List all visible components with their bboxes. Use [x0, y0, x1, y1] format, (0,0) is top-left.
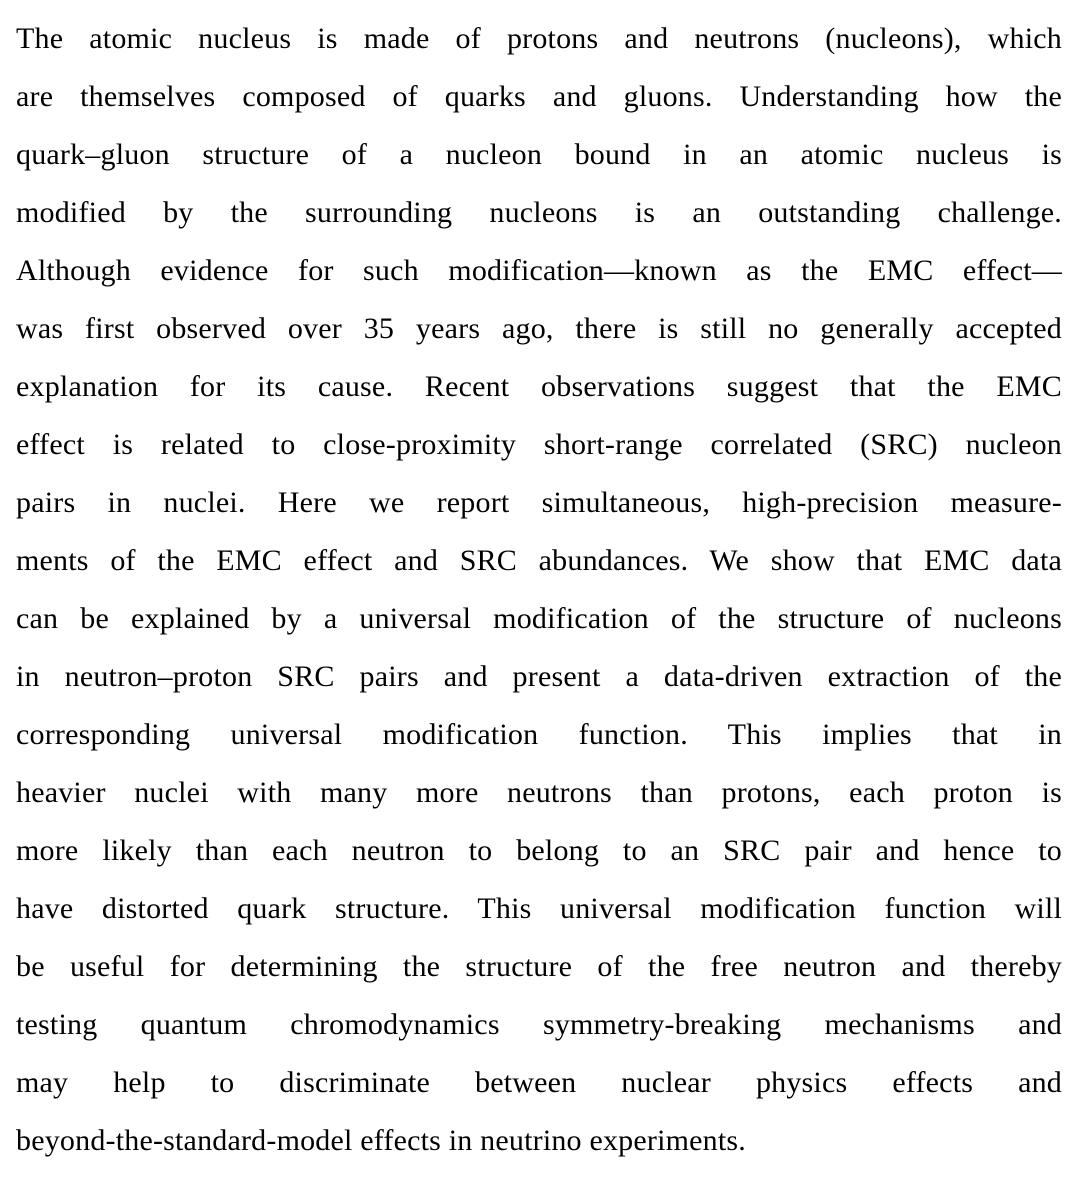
abstract-line: testing quantum chromodynamics symmetry-breaking mechanisms and	[16, 1008, 1062, 1041]
abstract-line: pairs in nuclei. Here we report simultaneous, high-precision measure-	[16, 486, 1062, 519]
abstract-line: explanation for its cause. Recent observations suggest that the EMC	[16, 370, 1062, 403]
abstract-line: corresponding universal modification function. This implies that in	[16, 718, 1062, 751]
abstract-line: Although evidence for such modification—known as the EMC effect—	[16, 254, 1062, 287]
abstract-line: ments of the EMC effect and SRC abundances. We show that EMC data	[16, 544, 1062, 577]
abstract-line: may help to discriminate between nuclear physics effects and	[16, 1066, 1062, 1099]
abstract-line: beyond-the-standard-model effects in neutrino experiments.	[16, 1124, 746, 1157]
abstract-line: effect is related to close-proximity short-range correlated (SRC) nucleon	[16, 428, 1062, 461]
abstract-line: in neutron–proton SRC pairs and present a data-driven extraction of the	[16, 660, 1062, 693]
abstract-line: can be explained by a universal modification of the structure of nucleons	[16, 602, 1062, 635]
abstract-line: quark–gluon structure of a nucleon bound in an atomic nucleus is	[16, 138, 1062, 171]
abstract-line: are themselves composed of quarks and gluons. Understanding how the	[16, 80, 1062, 113]
abstract-line: modified by the surrounding nucleons is an outstanding challenge.	[16, 196, 1062, 229]
abstract-line: heavier nuclei with many more neutrons than protons, each proton is	[16, 776, 1062, 809]
abstract-line: was first observed over 35 years ago, there is still no generally accepted	[16, 312, 1062, 345]
abstract-line: more likely than each neutron to belong to an SRC pair and hence to	[16, 834, 1062, 867]
abstract-line: The atomic nucleus is made of protons and neutrons (nucleons), which	[16, 22, 1062, 55]
abstract-line: have distorted quark structure. This universal modification function will	[16, 892, 1062, 925]
abstract-line: be useful for determining the structure of the free neutron and thereby	[16, 950, 1062, 983]
